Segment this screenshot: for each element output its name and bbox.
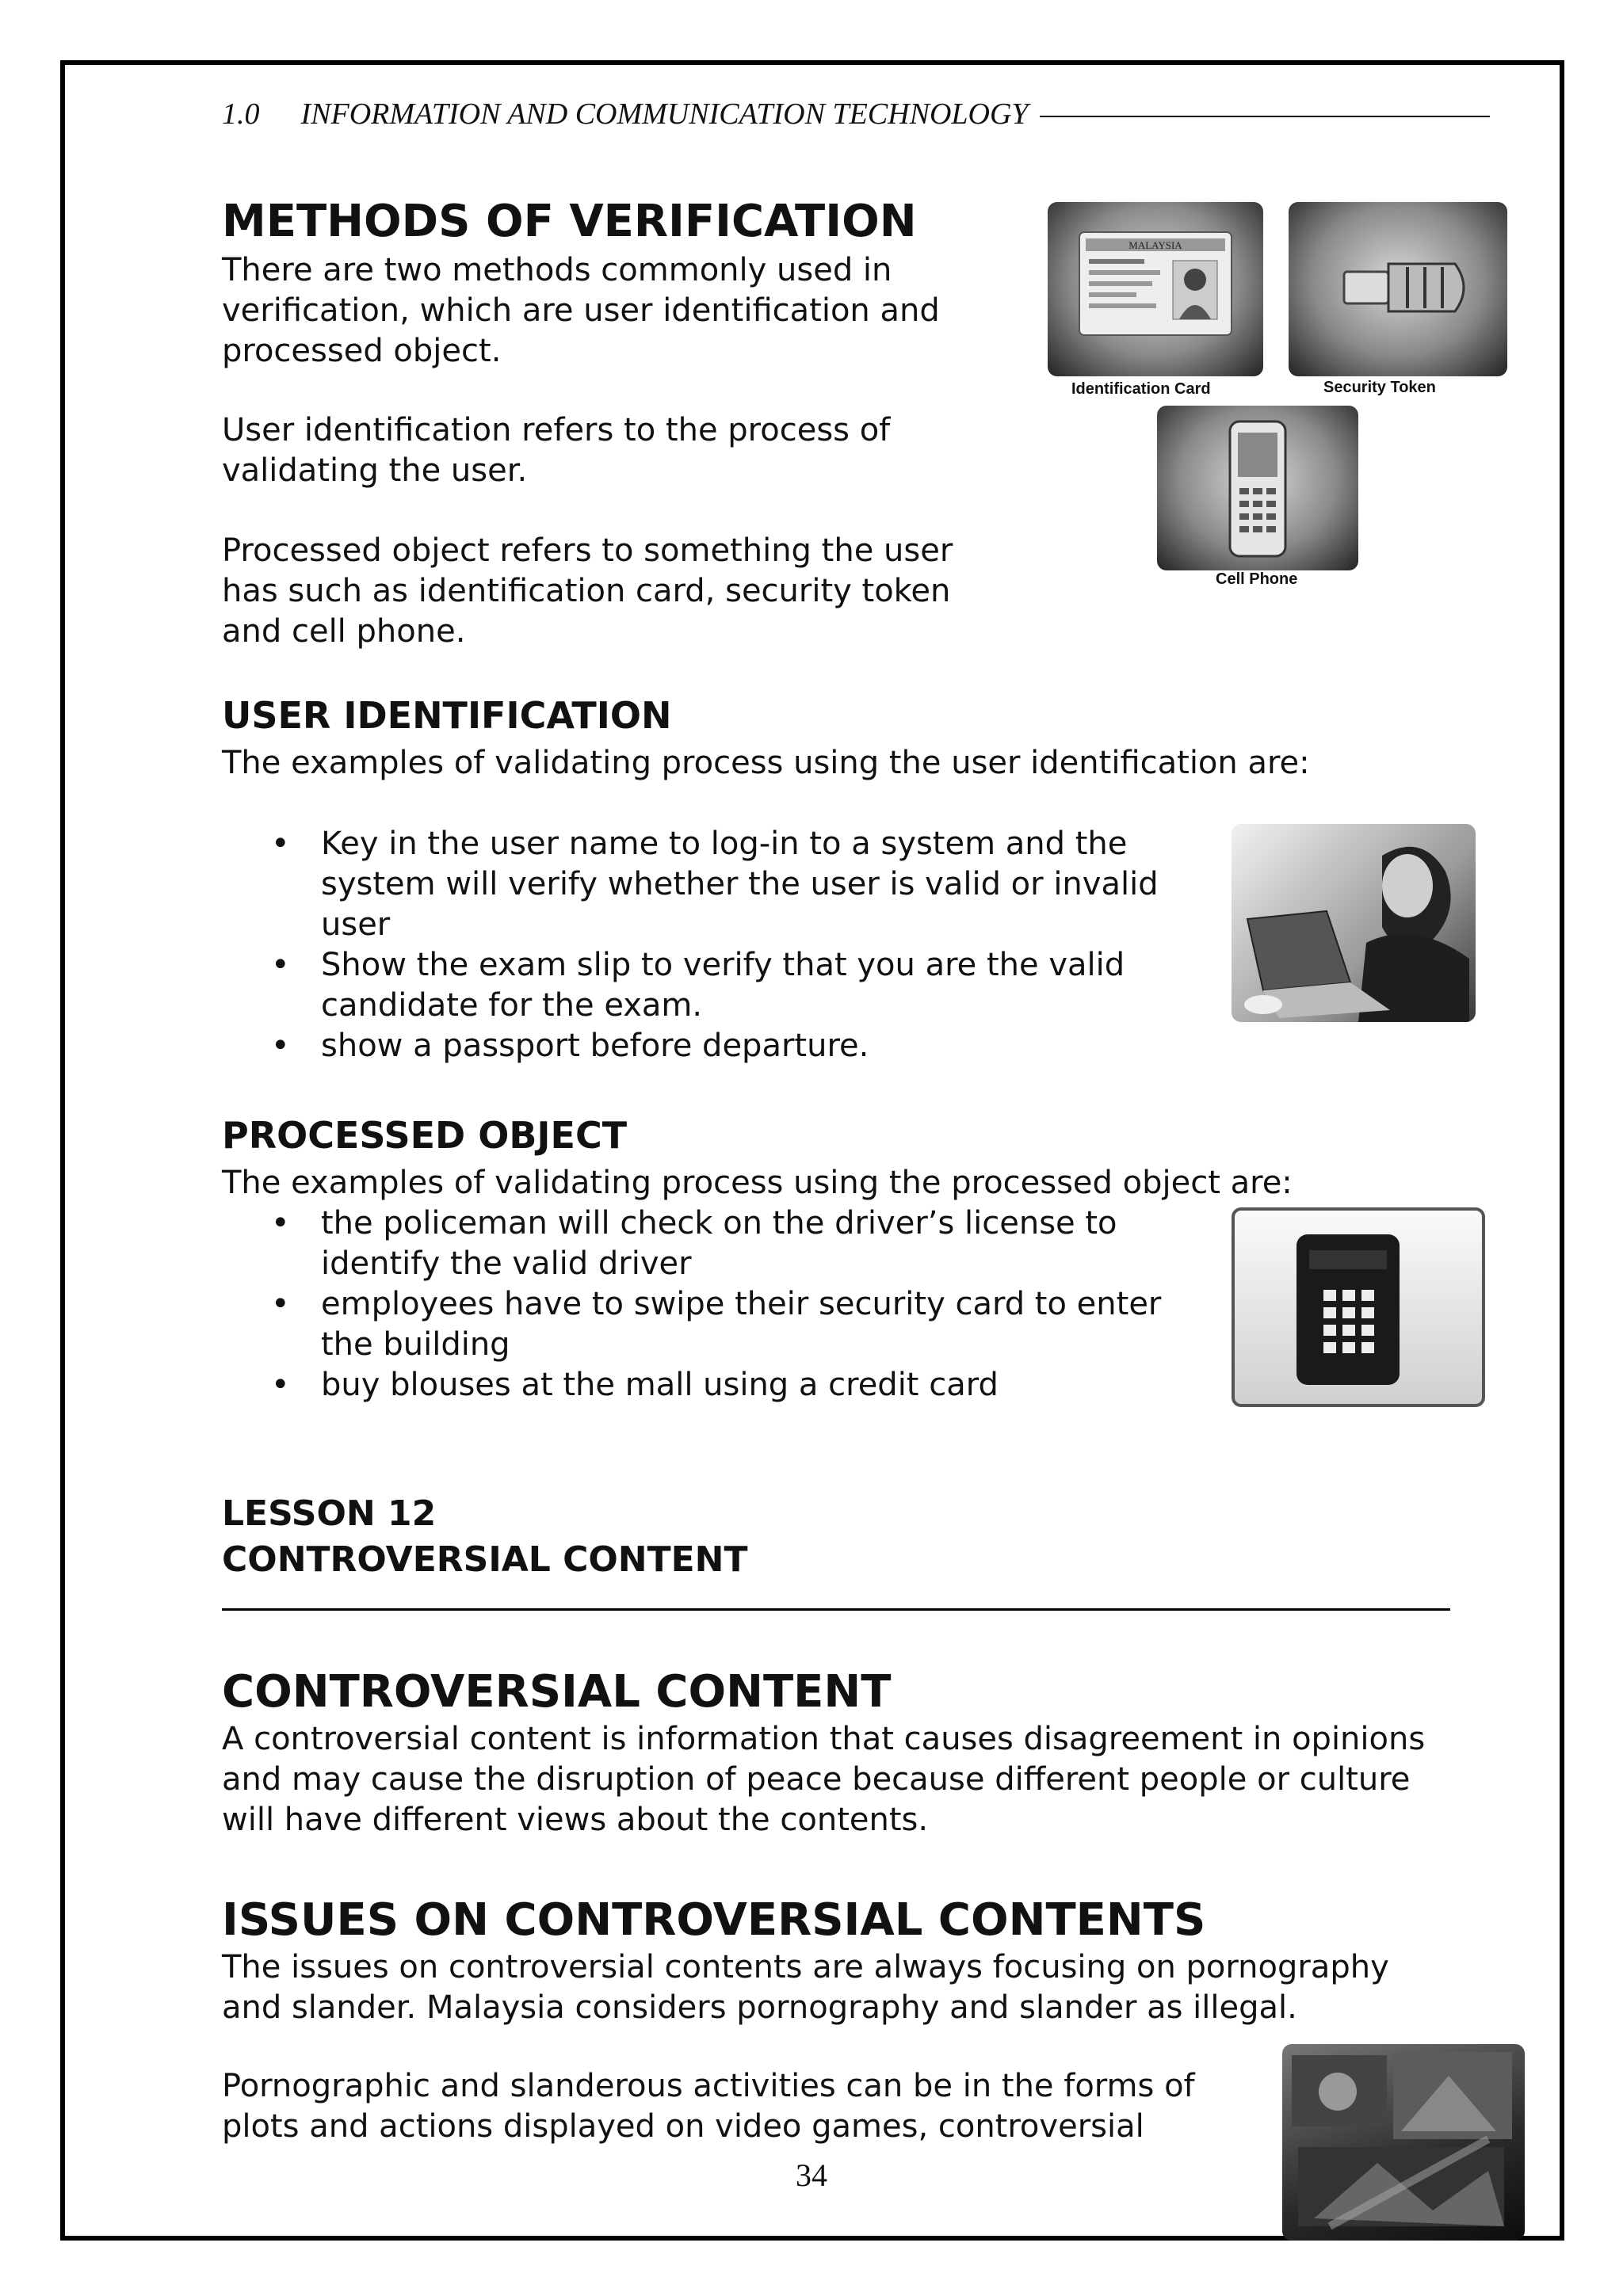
issues-paragraph-1: The issues on controversial contents are always focusing on pornography and slander. Malaysia considers pornography and slander as illegal. (222, 1949, 1389, 2026)
issues-paragraph-2: Pornographic and slanderous activities can be in the forms of plots and actions displayed on video games, controversial (222, 2068, 1195, 2145)
processed-object-list (222, 1203, 1161, 1405)
processed-object-intro: The examples of validating process using the processed object are: (222, 1165, 1293, 1201)
list-item: • employees have to swipe their security card to enter the building (222, 1284, 1161, 1365)
caption-cell-phone: Cell Phone (1216, 570, 1298, 588)
caption-security-token: Security Token (1323, 379, 1436, 396)
methods-paragraph-2: User identification refers to the process of validating the user. (222, 412, 891, 489)
caption-identification-card: Identification Card (1071, 380, 1211, 398)
list-item: • show a passport before departure. (222, 1026, 1159, 1066)
lesson-title: CONTROVERSIAL CONTENT (222, 1539, 748, 1580)
lesson-divider (222, 1608, 1450, 1611)
issues-heading: ISSUES ON CONTROVERSIAL CONTENTS (222, 1894, 1206, 1946)
list-item: • the policeman will check on the driver’s license to identify the valid driver (222, 1203, 1161, 1284)
id-card-icon (1048, 202, 1263, 376)
cell-phone-icon (1157, 406, 1358, 570)
usb-token-icon (1289, 202, 1507, 376)
security-token-photo (1289, 202, 1507, 376)
list-item: • Key in the user name to log-in to a system and the system will verify whether the user is valid or invalid user (222, 824, 1159, 945)
list-item: • Show the exam slip to verify that you are the valid candidate for the exam. (222, 945, 1159, 1026)
processed-object-heading: PROCESSED OBJECT (222, 1114, 628, 1157)
section-title: INFORMATION AND COMMUNICATION TECHNOLOGY (300, 97, 1029, 131)
running-header (222, 97, 1490, 132)
cell-phone-photo (1157, 406, 1358, 570)
methods-paragraph-3: Processed object refers to something the user has such as identification card, security token and cell phone. (222, 532, 953, 650)
keypad-photo (1232, 1207, 1485, 1407)
identification-card-photo (1048, 202, 1263, 376)
laptop-user-icon (1232, 824, 1476, 1022)
user-identification-intro: The examples of validating process using the user identification are: (222, 745, 1310, 781)
section-number: 1.0 (222, 97, 260, 131)
security-keypad-icon (1235, 1211, 1482, 1404)
user-identification-heading: USER IDENTIFICATION (222, 694, 672, 737)
methods-paragraph-1: There are two methods commonly used in verification, which are user identification and processed object. (222, 252, 940, 369)
user-identification-list (222, 824, 1159, 1066)
game-scene-icon (1282, 2044, 1525, 2241)
methods-heading: METHODS OF VERIFICATION (222, 196, 917, 247)
list-item: • buy blouses at the mall using a credit card (222, 1365, 1161, 1405)
computer-user-photo (1232, 824, 1476, 1022)
header-rule (1040, 116, 1490, 117)
video-game-photo (1282, 2044, 1525, 2241)
card-country-text: MALAYSIA (1128, 239, 1182, 251)
controversial-content-paragraph: A controversial content is information that causes disagreement in opinions and may cause the disruption of peace because different people or culture will have different views about the contents. (222, 1721, 1426, 1838)
lesson-number: LESSON 12 (222, 1493, 437, 1534)
controversial-content-heading: CONTROVERSIAL CONTENT (222, 1666, 892, 1718)
page-number: 34 (796, 2157, 827, 2193)
